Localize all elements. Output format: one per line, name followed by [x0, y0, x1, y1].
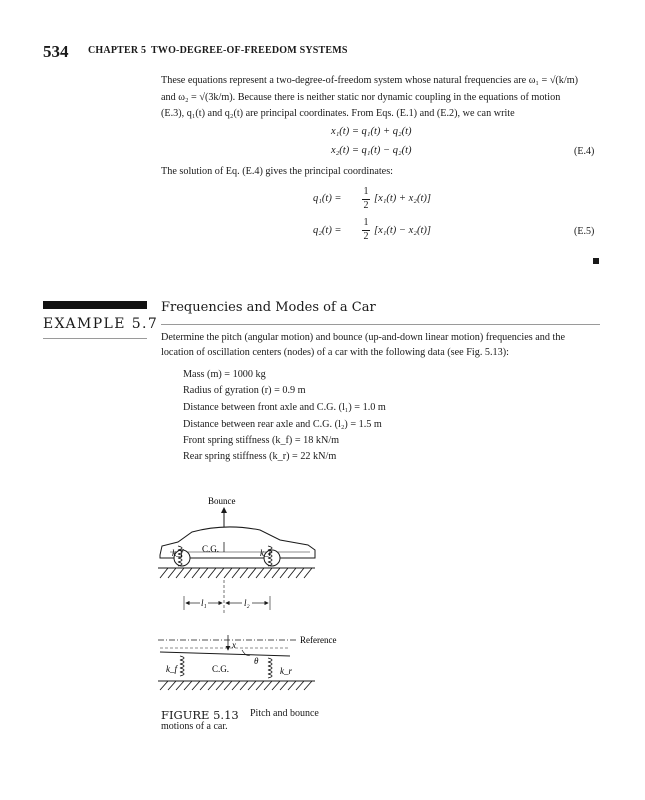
data-mass: Mass (m) = 1000 kg	[183, 369, 266, 380]
reference-label: Reference	[300, 635, 337, 645]
equation-label-e5: (E.5)	[574, 226, 595, 237]
chapter-label: CHAPTER 5	[88, 45, 147, 56]
kr-label: k_r	[260, 548, 272, 558]
equation-x1: x₁(t) = q₁(t) + q₂(t)	[331, 126, 412, 137]
rear-spring-lower	[268, 658, 272, 678]
figure-caption-line-1: Pitch and bounce	[250, 708, 319, 719]
data-radius-of-gyration: Radius of gyration (r) = 0.9 m	[183, 385, 306, 396]
fraction-numerator: 1	[363, 186, 369, 197]
equation-q1-right: [x₁(t) + x₂(t)]	[374, 193, 431, 204]
front-spring-lower	[180, 656, 184, 676]
fraction-denominator: 2	[363, 200, 369, 211]
l2-label: l₂	[244, 598, 250, 608]
figure-number: FIGURE 5.13	[161, 708, 239, 722]
fraction-denominator: 2	[363, 231, 369, 242]
tilted-body-line	[160, 652, 290, 656]
equation-q2-left: q₂(t) =	[313, 225, 342, 236]
equation-q1-left: q₁(t) =	[313, 193, 342, 204]
example-rule-right	[161, 324, 600, 325]
data-front-spring-stiffness: Front spring stiffness (k_f) = 18 kN/m	[183, 435, 340, 446]
figure-caption-line-2: motions of a car.	[161, 721, 228, 732]
kr-label-lower: k_r	[280, 666, 292, 676]
data-rear-axle-distance: Distance between rear axle and C.G. (l₂) = 1.5 m	[183, 419, 382, 430]
equation-q2-right: [x₁(t) − x₂(t)]	[374, 225, 431, 236]
ground-hatch-lower	[160, 681, 312, 690]
end-of-example-mark	[593, 258, 599, 264]
data-rear-spring-stiffness: Rear spring stiffness (k_r) = 22 kN/m	[183, 451, 337, 462]
intro-line-3: (E.3), q₁(t) and q₂(t) are principal coordinates. From Eqs. (E.1) and (E.2), we can write	[161, 108, 515, 119]
example-label: EXAMPLE 5.7	[43, 316, 159, 332]
intro-line-1: These equations represent a two-degree-of-freedom system whose natural frequencies are ω₁ = √(k/m)	[161, 75, 579, 86]
example-bar	[43, 301, 147, 309]
figure-5-13	[150, 490, 350, 700]
example-rule-left	[43, 338, 147, 339]
kf-label: k_f	[172, 548, 183, 558]
bounce-label: Bounce	[208, 496, 236, 506]
intro-line-2: and ω₂ = √(3k/m). Because there is neither static nor dynamic coupling in the equations of motion	[161, 92, 561, 103]
problem-line-1: Determine the pitch (angular motion) and bounce (up-and-down linear motion) frequencies and the	[161, 332, 565, 343]
x-label: x	[232, 640, 236, 650]
data-front-axle-distance: Distance between front axle and C.G. (l₁) = 1.0 m	[183, 402, 386, 413]
equation-x2: x₂(t) = q₁(t) − q₂(t)	[331, 145, 412, 156]
solution-text: The solution of Eq. (E.4) gives the principal coordinates:	[161, 166, 393, 177]
ground-hatch-upper	[160, 568, 312, 578]
example-title: Frequencies and Modes of a Car	[161, 300, 376, 315]
fraction-numerator: 1	[363, 217, 369, 228]
equation-label-e4: (E.4)	[574, 146, 595, 157]
cg-label-lower: C.G.	[212, 664, 230, 674]
page-number: 534	[43, 42, 69, 61]
problem-line-2: location of oscillation centers (nodes) of a car with the following data (see Fig. 5.13):	[161, 347, 509, 358]
theta-label: θ	[254, 656, 259, 666]
l1-label: l₁	[201, 598, 207, 608]
kf-label-lower: k_f	[166, 664, 177, 674]
chapter-title: TWO-DEGREE-OF-FREEDOM SYSTEMS	[151, 45, 348, 56]
cg-label: C.G.	[202, 544, 220, 554]
